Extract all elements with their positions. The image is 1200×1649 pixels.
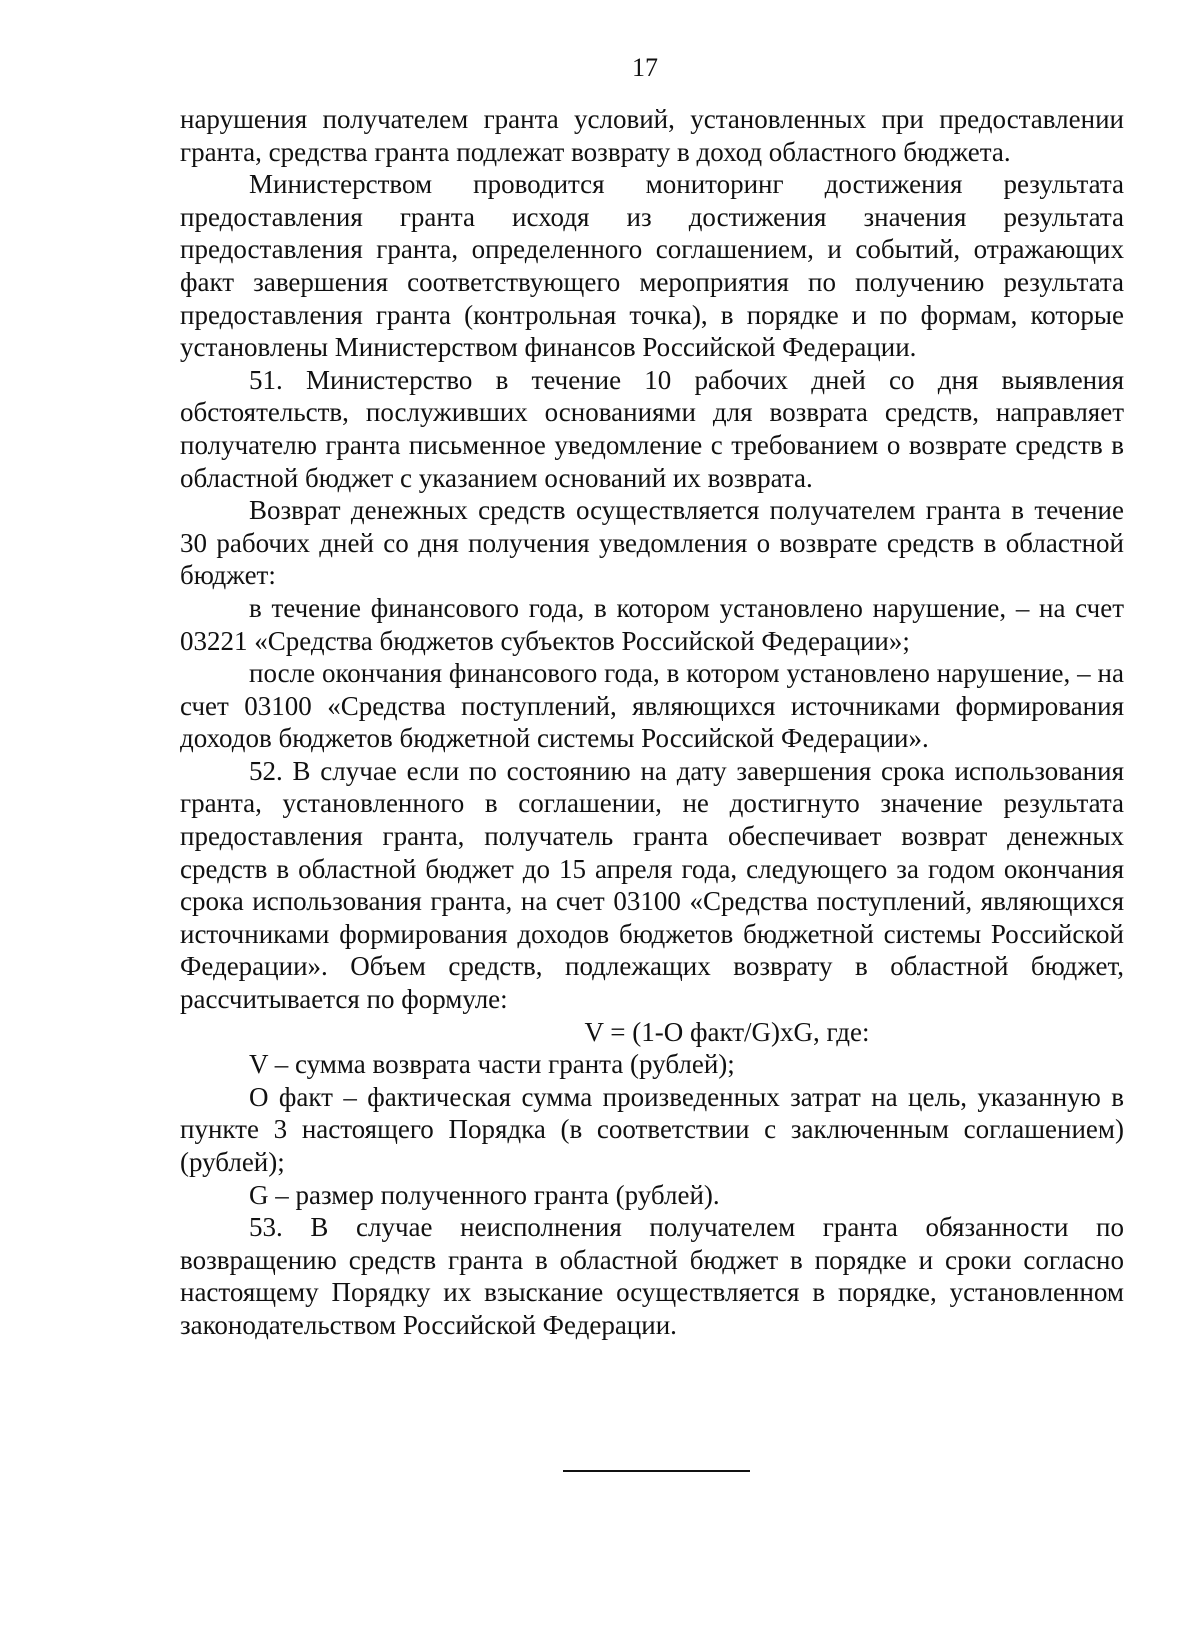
paragraph-refund-procedure: Возврат денежных средств осуществляется получателем гранта в течение 30 рабочих дней со дня получения уведомления о возврате средств в областной бюджет: [180,495,1124,591]
end-of-document-rule [563,1470,750,1472]
paragraph-account-03221: в течение финансового года, в котором установлено нарушение, – на счет 03221 «Средства бюджетов субъектов Российской Федерации»; [180,592,1124,656]
definition-o-fact: О факт – фактическая сумма произведенных затрат на цель, указанную в пункте 3 настоящего Порядка (в соответствии с заключенным соглашением) (рублей); [180,1081,1124,1177]
definition-v: V – сумма возврата части гранта (рублей); [249,1049,735,1080]
paragraph-monitoring: Министерством проводится мониторинг достижения результата предоставления гранта исходя из достижения значения результата предоставления гранта, определенного соглашением, и событий, отражающих факт завершения соответствующего мероприятия по получению результата предоставления гранта (контрольная точка), в порядке и по формам, которые установлены Министерством финансов Российской Федерации. [180,169,1124,363]
paragraph-item-52: 52. В случае если по состоянию на дату завершения срока использования гранта, установленного в соглашении, не достигнуто значение результата предоставления гранта, получатель гранта обеспечивает возврат денежных средств в областной бюджет до 15 апреля года, следующего за годом окончания срока использования гранта, на счет 03100 «Средства поступлений, являющихся источниками формирования доходов бюджетов бюджетной системы Российской Федерации». Объем средств, подлежащих возврату в областной бюджет, рассчитывается по формуле: [180,755,1124,1015]
paragraph-account-03100: после окончания финансового года, в котором установлено нарушение, – на счет 03100 «Средства поступлений, являющихся источниками формирования доходов бюджетов бюджетной системы Российской Федерации». [180,658,1124,754]
page-number: 17 [632,53,658,82]
paragraph-item-51: 51. Министерство в течение 10 рабочих дней со дня выявления обстоятельств, послуживших основаниями для возврата средств, направляет получателю гранта письменное уведомление с требованием о возврате средств в областной бюджет с указанием оснований их возврата. [180,364,1124,493]
paragraph-item-53: 53. В случае неисполнения получателем гранта обязанности по возвращению средств гранта в областной бюджет в порядке и сроки согласно настоящему Порядку их взыскание осуществляется в порядке, установленном законодательством Российской Федерации. [180,1212,1124,1340]
formula: V = (1-О факт/G)xG, где: [584,1016,870,1047]
document-body [180,103,1124,1342]
definition-g: G – размер полученного гранта (рублей). [249,1179,720,1210]
paragraph-continuation: нарушения получателем гранта условий, установленных при предоставлении гранта, средства гранта подлежат возврату в доход областного бюджета. [180,104,1124,167]
